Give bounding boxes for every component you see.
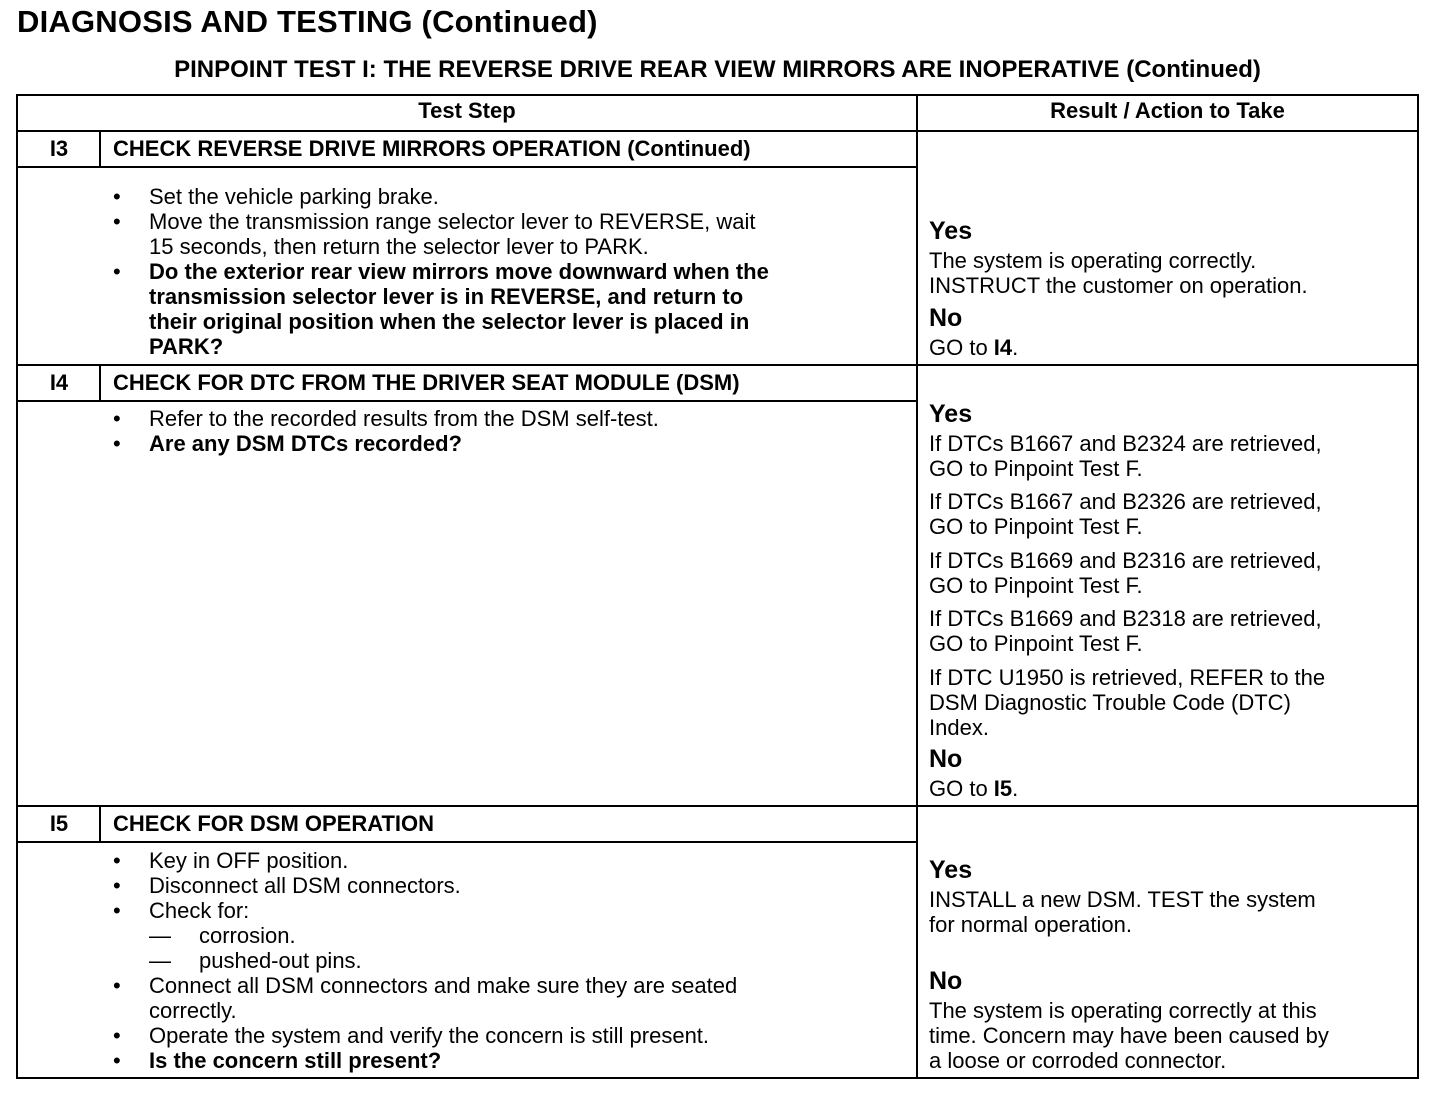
page-title: DIAGNOSIS AND TESTING (Continued) — [17, 4, 598, 39]
goto-step-link: I4 — [993, 335, 1013, 360]
result-text: The system is operating correctly at this — [929, 998, 1317, 1023]
result-text: GO to Pinpoint Test F. — [929, 456, 1143, 481]
pinpoint-test-title: PINPOINT TEST I: THE REVERSE DRIVE REAR VIEW MIRRORS ARE INOPERATIVE (Continued) — [174, 56, 1261, 83]
result-text: Index. — [929, 715, 989, 740]
table-border-top — [16, 94, 1419, 96]
result-text: If DTCs B1667 and B2324 are retrieved, — [929, 431, 1322, 456]
bullet: • — [113, 259, 121, 284]
table-border-right — [1417, 94, 1419, 1079]
i5-title-divider — [16, 841, 918, 843]
result-no-label: No — [929, 967, 963, 995]
result-text: If DTCs B1669 and B2316 are retrieved, — [929, 548, 1322, 573]
bullet: • — [113, 973, 121, 998]
goto-step-link: I5 — [993, 776, 1013, 801]
result-text: for normal operation. — [929, 912, 1132, 937]
result-text: DSM Diagnostic Trouble Code (DTC) — [929, 690, 1291, 715]
column-header-result: Result / Action to Take — [1050, 98, 1285, 123]
bullet: • — [113, 406, 121, 431]
bullet: • — [113, 873, 121, 898]
result-text: INSTRUCT the customer on operation. — [929, 273, 1308, 298]
result-text: time. Concern may have been caused by — [929, 1023, 1329, 1048]
i4-title-divider — [16, 400, 918, 402]
result-yes-label: Yes — [929, 217, 973, 245]
result-no-label: No — [929, 745, 963, 773]
step-title-i3: CHECK REVERSE DRIVE MIRRORS OPERATION (Continued) — [113, 136, 751, 161]
dash: — — [149, 923, 171, 948]
bullet: • — [113, 1048, 121, 1073]
column-divider — [916, 94, 918, 1079]
bullet: • — [113, 431, 121, 456]
dash: — — [149, 948, 171, 973]
result-text: If DTCs B1669 and B2318 are retrieved, — [929, 606, 1322, 631]
result-goto: GO to I5. — [929, 776, 1019, 801]
bullet: • — [113, 184, 121, 209]
result-text: GO to Pinpoint Test F. — [929, 514, 1143, 539]
step-id-i4: I4 — [49, 370, 69, 395]
result-yes-label: Yes — [929, 400, 973, 428]
result-text: The system is operating correctly. — [929, 248, 1257, 273]
step-title-i4: CHECK FOR DTC FROM THE DRIVER SEAT MODULE (DSM) — [113, 370, 740, 395]
i4-row-divider — [16, 364, 1419, 366]
i5-row-divider — [16, 805, 1419, 807]
result-text: INSTALL a new DSM. TEST the system — [929, 887, 1316, 912]
result-text: If DTC U1950 is retrieved, REFER to the — [929, 665, 1326, 690]
column-header-test-step: Test Step — [418, 98, 516, 123]
i3-title-divider — [16, 166, 918, 168]
step-id-i3: I3 — [49, 136, 69, 161]
result-goto: GO to I4. — [929, 335, 1019, 360]
result-no-label: No — [929, 304, 963, 332]
result-text: GO to Pinpoint Test F. — [929, 631, 1143, 656]
result-text: a loose or corroded connector. — [929, 1048, 1227, 1073]
table-border-bottom — [16, 1077, 1419, 1079]
bullet: • — [113, 898, 121, 923]
step-id-i5: I5 — [49, 811, 69, 836]
result-text: GO to Pinpoint Test F. — [929, 573, 1143, 598]
result-yes-label: Yes — [929, 856, 973, 884]
bullet: • — [113, 1023, 121, 1048]
bullet: • — [113, 848, 121, 873]
step-title-i5: CHECK FOR DSM OPERATION — [113, 811, 435, 836]
bullet: • — [113, 209, 121, 234]
result-text: If DTCs B1667 and B2326 are retrieved, — [929, 489, 1322, 514]
header-divider — [16, 130, 1419, 132]
table-border-left — [16, 94, 18, 1079]
